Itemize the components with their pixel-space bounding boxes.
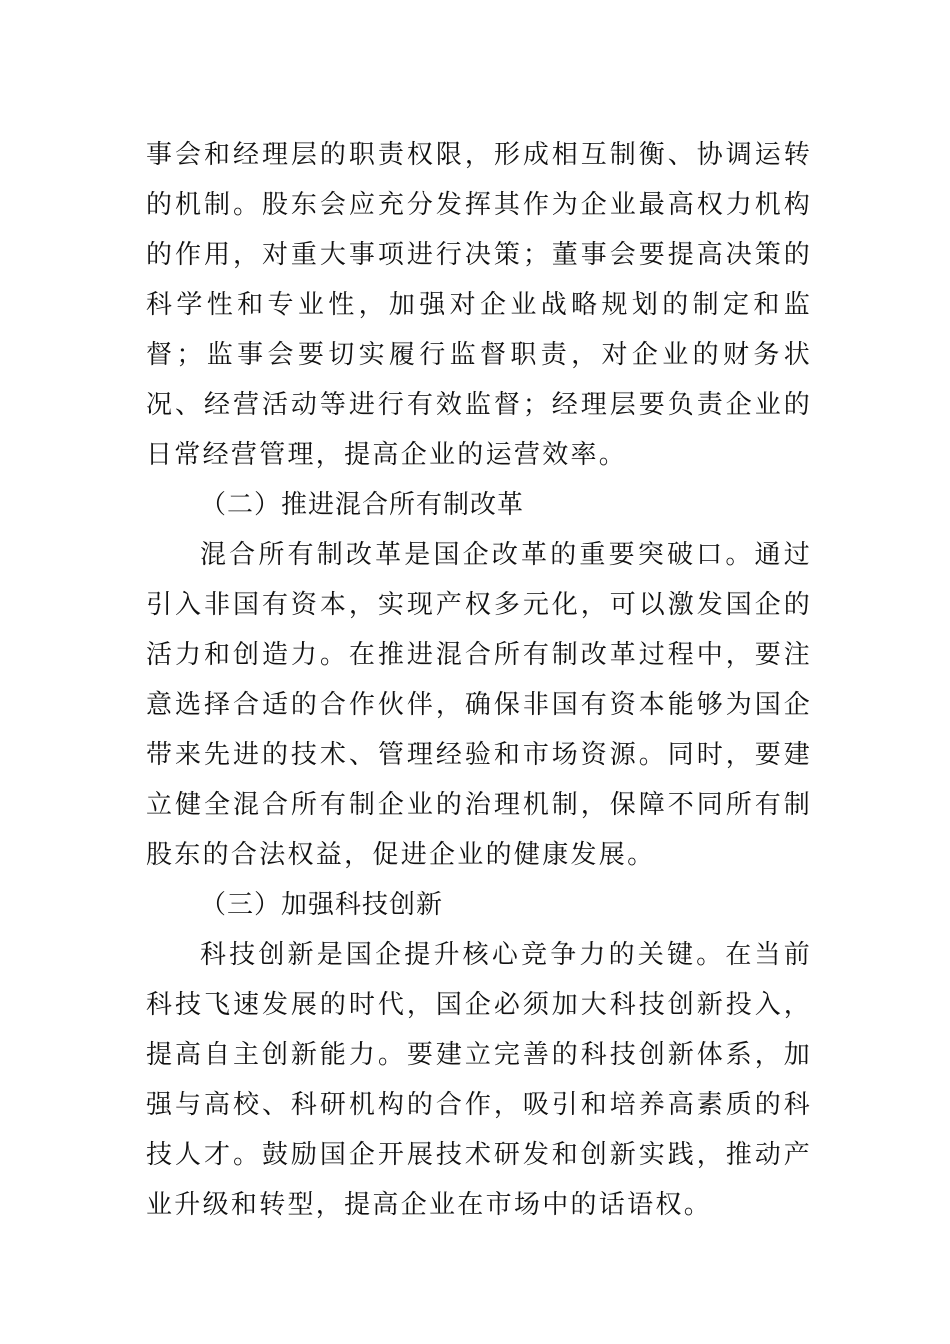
paragraph-governance-continued: 事会和经理层的职责权限，形成相互制衡、协调运转的机制。股东会应充分发挥其作为企业最高权力机构的作用，对重大事项进行决策；董事会要提高决策的科学性和专业性，加强对企业战略规划的制定和监督；监事会要切实履行监督职责，对企业的财务状况、经营活动等进行有效监督；经理层要负责企业的日常经营管理，提高企业的运营效率。	[146, 140, 812, 470]
section-heading-mixed-ownership: （二）推进混合所有制改革	[200, 490, 525, 520]
section-heading-tech-innovation: （三）加强科技创新	[200, 890, 444, 920]
paragraph-mixed-ownership: 混合所有制改革是国企改革的重要突破口。通过引入非国有资本，实现产权多元化，可以激发国企的活力和创造力。在推进混合所有制改革过程中，要注意选择合适的合作伙伴，确保非国有资本能够为国企带来先进的技术、管理经验和市场资源。同时，要建立健全混合所有制企业的治理机制，保障不同所有制股东的合法权益，促进企业的健康发展。	[146, 540, 812, 870]
paragraph-tech-innovation: 科技创新是国企提升核心竞争力的关键。在当前科技飞速发展的时代，国企必须加大科技创新投入，提高自主创新能力。要建立完善的科技创新体系，加强与高校、科研机构的合作，吸引和培养高素质的科技人才。鼓励国企开展技术研发和创新实践，推动产业升级和转型，提高企业在市场中的话语权。	[146, 940, 812, 1220]
document-body	[146, 130, 812, 1230]
